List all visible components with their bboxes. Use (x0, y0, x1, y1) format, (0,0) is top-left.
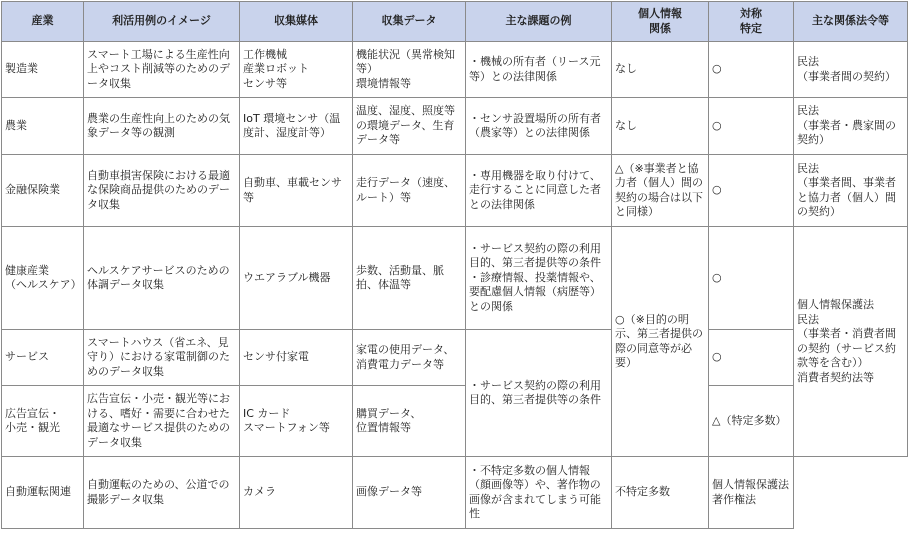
cell-media: センサ付家電 (240, 330, 353, 386)
iot-data-utilization-table (1, 1, 908, 529)
cell-example: 広告宣伝・小売・観光等における、嗜好・需要に合わせた最適なサービス提供のためのデータ収集 (84, 386, 240, 457)
cell-industry: サービス (2, 330, 84, 386)
header-industry: 産業 (2, 2, 84, 42)
cell-target: △（特定多数） (709, 386, 794, 457)
table-row-manufacturing (2, 42, 908, 98)
cell-data: 購買データ、 位置情報等 (353, 386, 466, 457)
cell-target: 不特定多数 (612, 457, 709, 529)
cell-personal-shared: ○（※目的の明示、第三者提供の際の同意等が必要） (612, 227, 709, 457)
cell-media: ウエアラブル機器 (240, 227, 353, 330)
cell-industry: 健康産業 （ヘルスケア） (2, 227, 84, 330)
table-row-autonomous (2, 457, 908, 529)
cell-law: 民法 （事業者間の契約） (794, 42, 908, 98)
header-target: 対称 特定 (709, 2, 794, 42)
cell-media: 自動車、車載センサ等 (240, 155, 353, 227)
cell-data: 機能状況（異常検知等） 環境情報等 (353, 42, 466, 98)
cell-data: 歩数、活動量、脈拍、体温等 (353, 227, 466, 330)
cell-law: 民法 （事業者・農家間の契約） (794, 98, 908, 155)
cell-target: ○ (709, 227, 794, 330)
cell-personal: なし (612, 42, 709, 98)
header-example: 利活用例のイメージ (84, 2, 240, 42)
cell-data: 走行データ（速度、ルート）等 (353, 155, 466, 227)
cell-example: スマートハウス（省エネ、見守り）における家電制御のためのデータ収集 (84, 330, 240, 386)
cell-example: 自動運転のための、公道での撮影データ収集 (84, 457, 240, 529)
cell-data: 画像データ等 (353, 457, 466, 529)
table-row-healthcare (2, 227, 908, 330)
cell-issue: ・機械の所有者（リース元等）との法律関係 (466, 42, 612, 98)
cell-example: スマート工場による生産性向上やコスト削減等のためのデータ収集 (84, 42, 240, 98)
table-row-agriculture (2, 98, 908, 155)
header-data: 収集データ (353, 2, 466, 42)
cell-issue: ・センサ設置場所の所有者（農家等）との法律関係 (466, 98, 612, 155)
cell-issue: ・不特定多数の個人情報（顔画像等）や、著作物の画像が含まれてしまう可能性 (466, 457, 612, 529)
cell-industry: 自動運転関連 (2, 457, 84, 529)
cell-target: ○ (709, 98, 794, 155)
cell-issue: ・サービス契約の際の利用目的、第三者提供等の条件 ・診療情報、投薬情報や、要配慮個人情報（病歴等）との関係 (466, 227, 612, 330)
header-media: 収集媒体 (240, 2, 353, 42)
table-row-insurance (2, 155, 908, 227)
cell-media: カメラ (240, 457, 353, 529)
cell-example: 農業の生産性向上のための気象データ等の観測 (84, 98, 240, 155)
table-row-advertising (2, 386, 908, 457)
cell-target: ○ (709, 42, 794, 98)
cell-law: 民法 （事業者間、事業者と協力者（個人）間の契約） (794, 155, 908, 227)
cell-law: 個人情報保護法 著作権法 (709, 457, 794, 529)
header-issue: 主な課題の例 (466, 2, 612, 42)
cell-target: ○ (709, 155, 794, 227)
cell-industry: 農業 (2, 98, 84, 155)
cell-issue: ・専用機器を取り付けて、走行することに同意した者との法律関係 (466, 155, 612, 227)
cell-personal: △（※事業者と協力者（個人）間の契約の場合は以下と同様） (612, 155, 709, 227)
cell-law-shared: 個人情報保護法 民法 （事業者・消費者間の契約（サービス約款等を含む）） 消費者契約法等 (794, 227, 908, 457)
cell-industry: 広告宣伝・ 小売・観光 (2, 386, 84, 457)
cell-data: 家電の使用データ、消費電力データ等 (353, 330, 466, 386)
cell-issue-shared: ・サービス契約の際の利用目的、第三者提供等の条件 (466, 330, 612, 457)
cell-target: ○ (709, 330, 794, 386)
header-law: 主な関係法令等 (794, 2, 908, 42)
cell-example: 自動車損害保険における最適な保険商品提供のためのデータ収集 (84, 155, 240, 227)
cell-media: IoT 環境センサ（温度計、湿度計等） (240, 98, 353, 155)
cell-media: IC カード スマートフォン等 (240, 386, 353, 457)
header-row (2, 2, 908, 42)
header-personal: 個人情報 関係 (612, 2, 709, 42)
table-row-service (2, 330, 908, 386)
cell-media: 工作機械 産業ロボット センサ等 (240, 42, 353, 98)
cell-industry: 金融保険業 (2, 155, 84, 227)
cell-industry: 製造業 (2, 42, 84, 98)
cell-personal: なし (612, 98, 709, 155)
cell-example: ヘルスケアサービスのための体調データ収集 (84, 227, 240, 330)
cell-data: 温度、湿度、照度等の環境データ、生育データ等 (353, 98, 466, 155)
